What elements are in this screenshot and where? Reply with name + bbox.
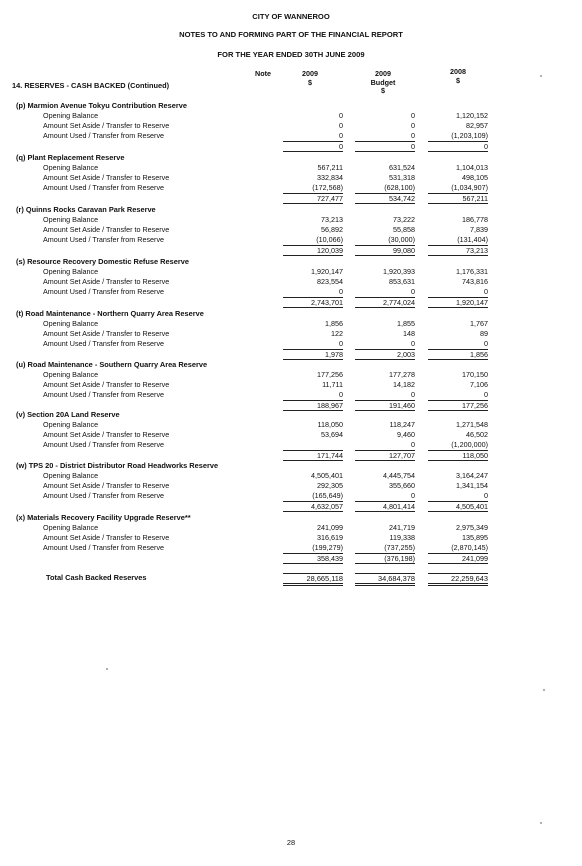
value-2009: 332,834 xyxy=(317,173,343,182)
value-budget: 4,801,414 xyxy=(355,501,415,512)
row-label: Opening Balance xyxy=(43,111,99,120)
reserve-subtotal-row xyxy=(0,297,582,307)
value-2009: 0 xyxy=(339,111,343,120)
reserve-opening-row xyxy=(0,370,582,380)
value-budget: (30,000) xyxy=(388,235,415,244)
reserve-title: (x) Materials Recovery Facility Upgrade Reserve** xyxy=(16,513,191,522)
reserve-set-aside-row xyxy=(0,533,582,543)
reserve-used-row xyxy=(0,543,582,553)
row-label: Opening Balance xyxy=(43,370,99,379)
value-budget: 0 xyxy=(411,121,415,130)
value-budget: 1,920,393 xyxy=(383,267,415,276)
value-2009: 171,744 xyxy=(283,450,343,461)
value-2009: 2,743,701 xyxy=(283,297,343,308)
reserve-title: (q) Plant Replacement Reserve xyxy=(16,153,125,162)
value-2008: (2,870,145) xyxy=(451,543,488,552)
value-budget: 0 xyxy=(411,440,415,449)
value-2008: 1,271,548 xyxy=(456,420,488,429)
reserve-set-aside-row xyxy=(0,173,582,183)
value-2009: 1,978 xyxy=(283,349,343,360)
value-2008: 0 xyxy=(484,491,488,500)
reserve-set-aside-row xyxy=(0,430,582,440)
value-2008: 82,957 xyxy=(466,121,488,130)
grand-total-2009: 28,665,118 xyxy=(283,573,343,586)
value-2008: 7,106 xyxy=(470,380,488,389)
value-2008: 7,839 xyxy=(470,225,488,234)
reserve-set-aside-row xyxy=(0,380,582,390)
reserve-opening-row xyxy=(0,267,582,277)
value-budget: 14,182 xyxy=(393,380,415,389)
value-2009: 56,892 xyxy=(321,225,343,234)
reserve-opening-row xyxy=(0,319,582,329)
reserve-set-aside-row xyxy=(0,225,582,235)
section-heading: 14. RESERVES - CASH BACKED (Continued) xyxy=(12,81,170,90)
budget-2009-unit: $ xyxy=(381,86,385,95)
reserve-subtotal-row xyxy=(0,141,582,151)
row-label: Amount Set Aside / Transfer to Reserve xyxy=(43,277,170,286)
value-2009: 188,967 xyxy=(283,400,343,411)
row-label: Amount Set Aside / Transfer to Reserve xyxy=(43,481,170,490)
value-2009: 316,619 xyxy=(317,533,343,542)
value-2008: 186,778 xyxy=(462,215,488,224)
reserve-title: (w) TPS 20 - District Distributor Road Headworks Reserve xyxy=(16,461,219,470)
value-2009: 1,856 xyxy=(325,319,343,328)
value-2008: 2,975,349 xyxy=(456,523,488,532)
reserve-subtotal-row xyxy=(0,400,582,410)
reserve-title: (v) Section 20A Land Reserve xyxy=(16,410,120,419)
value-2009: 73,213 xyxy=(321,215,343,224)
value-2009: 177,256 xyxy=(317,370,343,379)
reserve-used-row xyxy=(0,235,582,245)
value-2008: 1,341,154 xyxy=(456,481,488,490)
grand-total-label: Total Cash Backed Reserves xyxy=(46,573,147,582)
reserve-subtotal-row xyxy=(0,553,582,563)
value-2008: 0 xyxy=(428,141,488,152)
value-2008: 46,502 xyxy=(466,430,488,439)
value-budget: 534,742 xyxy=(355,193,415,204)
value-2009: 358,439 xyxy=(283,553,343,564)
value-budget: 241,719 xyxy=(389,523,415,532)
value-2008: 3,164,247 xyxy=(456,471,488,480)
reserve-used-row xyxy=(0,183,582,193)
value-budget: 0 xyxy=(411,390,415,399)
value-2008: (1,034,907) xyxy=(451,183,488,192)
row-label: Amount Used / Transfer from Reserve xyxy=(43,287,165,296)
grand-total-budget: 34,684,378 xyxy=(355,573,415,586)
reserve-opening-row xyxy=(0,523,582,533)
value-budget: 4,445,754 xyxy=(383,471,415,480)
value-2008: 4,505,401 xyxy=(428,501,488,512)
reserve-used-row xyxy=(0,390,582,400)
value-2008: 118,050 xyxy=(428,450,488,461)
value-2008: 743,816 xyxy=(462,277,488,286)
reserve-subtotal-row xyxy=(0,450,582,460)
actual-2008-year: 2008 xyxy=(450,67,466,76)
row-label: Opening Balance xyxy=(43,523,99,532)
value-budget: 0 xyxy=(411,111,415,120)
value-budget: 0 xyxy=(411,491,415,500)
row-label: Amount Used / Transfer from Reserve xyxy=(43,235,165,244)
row-label: Amount Used / Transfer from Reserve xyxy=(43,339,165,348)
value-budget: 0 xyxy=(411,131,415,140)
reserve-used-row xyxy=(0,287,582,297)
value-2008: 170,150 xyxy=(462,370,488,379)
value-2008: 1,176,331 xyxy=(456,267,488,276)
value-2009: 1,920,147 xyxy=(311,267,343,276)
value-budget: 177,278 xyxy=(389,370,415,379)
row-label: Amount Used / Transfer from Reserve xyxy=(43,543,165,552)
reserve-title: (r) Quinns Rocks Caravan Park Reserve xyxy=(16,205,156,214)
value-2008: 0 xyxy=(484,339,488,348)
value-2008: 0 xyxy=(484,390,488,399)
value-2008: (1,203,109) xyxy=(451,131,488,140)
row-label: Opening Balance xyxy=(43,420,99,429)
value-budget: 148 xyxy=(403,329,415,338)
value-budget: (376,198) xyxy=(355,553,415,564)
value-budget: 0 xyxy=(411,287,415,296)
value-budget: 853,631 xyxy=(389,277,415,286)
value-budget: 355,660 xyxy=(389,481,415,490)
value-2009: 53,694 xyxy=(321,430,343,439)
reserve-opening-row xyxy=(0,215,582,225)
reserve-set-aside-row xyxy=(0,329,582,339)
row-label: Amount Used / Transfer from Reserve xyxy=(43,390,165,399)
value-budget: 191,460 xyxy=(355,400,415,411)
reserve-opening-row xyxy=(0,420,582,430)
value-2009: 122 xyxy=(331,329,343,338)
reserve-opening-row xyxy=(0,111,582,121)
reserve-set-aside-row xyxy=(0,121,582,131)
grand-total-row xyxy=(0,573,582,584)
value-2009: 0 xyxy=(339,390,343,399)
value-budget: 1,855 xyxy=(397,319,415,328)
reserve-used-row xyxy=(0,440,582,450)
value-2009: 292,305 xyxy=(317,481,343,490)
row-label: Amount Set Aside / Transfer to Reserve xyxy=(43,430,170,439)
value-2009: (10,066) xyxy=(316,235,343,244)
value-budget: 631,524 xyxy=(389,163,415,172)
row-label: Opening Balance xyxy=(43,267,99,276)
reserve-opening-row xyxy=(0,471,582,481)
report-period: FOR THE YEAR ENDED 30TH JUNE 2009 xyxy=(217,50,365,59)
reserve-title: (p) Marmion Avenue Tokyu Contribution Reserve xyxy=(16,101,187,110)
value-2008: 73,213 xyxy=(428,245,488,256)
value-2009: (199,279) xyxy=(312,543,343,552)
value-2008: 89 xyxy=(480,329,488,338)
reserve-subtotal-row xyxy=(0,193,582,203)
value-2009: 0 xyxy=(339,287,343,296)
value-2008: 241,099 xyxy=(428,553,488,564)
value-2008: 1,856 xyxy=(428,349,488,360)
value-2009: 0 xyxy=(283,141,343,152)
value-budget: 55,858 xyxy=(393,225,415,234)
grand-total-2008: 22,259,643 xyxy=(428,573,488,586)
value-budget: (737,255) xyxy=(384,543,415,552)
value-budget: 0 xyxy=(411,339,415,348)
value-2009: 11,711 xyxy=(322,380,343,389)
value-2008: 498,105 xyxy=(462,173,488,182)
value-budget: 531,318 xyxy=(389,173,415,182)
row-label: Amount Set Aside / Transfer to Reserve xyxy=(43,533,170,542)
row-label: Amount Set Aside / Transfer to Reserve xyxy=(43,380,170,389)
value-budget: 9,460 xyxy=(397,430,415,439)
value-2009: 118,050 xyxy=(317,420,343,429)
value-2009: 4,632,057 xyxy=(283,501,343,512)
value-2009: 120,039 xyxy=(283,245,343,256)
value-2008: 567,211 xyxy=(428,193,488,204)
scan-speck xyxy=(540,822,542,824)
scan-speck xyxy=(106,668,108,670)
reserve-subtotal-row xyxy=(0,349,582,359)
reserve-title: (s) Resource Recovery Domestic Refuse Reserve xyxy=(16,257,189,266)
reserve-subtotal-row xyxy=(0,501,582,511)
note-column-header: Note xyxy=(255,69,271,78)
value-2008: 0 xyxy=(484,287,488,296)
value-2009: (172,568) xyxy=(312,183,343,192)
actual-2008-header xyxy=(438,68,478,85)
reserve-subtotal-row xyxy=(0,245,582,255)
reserve-title: (t) Road Maintenance - Northern Quarry Area Reserve xyxy=(16,309,204,318)
value-budget: 0 xyxy=(355,141,415,152)
row-label: Opening Balance xyxy=(43,471,99,480)
value-budget: 2,003 xyxy=(355,349,415,360)
row-label: Opening Balance xyxy=(43,319,99,328)
scan-speck xyxy=(540,75,542,77)
value-2009: 4,505,401 xyxy=(311,471,343,480)
reserve-opening-row xyxy=(0,163,582,173)
row-label: Amount Set Aside / Transfer to Reserve xyxy=(43,173,170,182)
value-2008: (1,200,000) xyxy=(451,440,488,449)
value-budget: 2,774,024 xyxy=(355,297,415,308)
value-2009: 567,211 xyxy=(317,163,343,172)
value-2009: 823,554 xyxy=(317,277,343,286)
value-budget: (628,100) xyxy=(384,183,415,192)
reserve-used-row xyxy=(0,131,582,141)
value-budget: 119,338 xyxy=(389,533,415,542)
budget-2009-header xyxy=(358,70,408,96)
value-2009: 0 xyxy=(339,131,343,140)
report-title: NOTES TO AND FORMING PART OF THE FINANCIAL REPORT xyxy=(179,30,403,39)
actual-2008-unit: $ xyxy=(456,75,460,85)
row-label: Amount Set Aside / Transfer to Reserve xyxy=(43,329,170,338)
org-name: CITY OF WANNEROO xyxy=(252,12,330,21)
reserve-used-row xyxy=(0,339,582,349)
value-2009: (165,649) xyxy=(312,491,343,500)
budget-2009-sub: Budget xyxy=(370,77,396,87)
row-label: Amount Used / Transfer from Reserve xyxy=(43,131,165,140)
reserve-set-aside-row xyxy=(0,481,582,491)
row-label: Amount Used / Transfer from Reserve xyxy=(43,183,165,192)
actual-2009-unit: $ xyxy=(308,77,312,87)
value-2009: 241,099 xyxy=(317,523,343,532)
row-label: Amount Used / Transfer from Reserve xyxy=(43,491,165,500)
value-2009: 0 xyxy=(339,339,343,348)
value-budget: 73,222 xyxy=(393,215,415,224)
value-2008: (131,404) xyxy=(457,235,488,244)
value-2008: 135,895 xyxy=(462,533,488,542)
budget-2009-year: 2009 xyxy=(375,69,391,78)
row-label: Amount Used / Transfer from Reserve xyxy=(43,440,165,449)
value-2008: 1,104,013 xyxy=(456,163,488,172)
value-budget: 127,707 xyxy=(355,450,415,461)
value-2008: 1,920,147 xyxy=(428,297,488,308)
row-label: Amount Set Aside / Transfer to Reserve xyxy=(43,121,170,130)
value-budget: 118,247 xyxy=(389,420,415,429)
row-label: Opening Balance xyxy=(43,215,99,224)
row-label: Amount Set Aside / Transfer to Reserve xyxy=(43,225,170,234)
actual-2009-year: 2009 xyxy=(302,69,318,78)
value-2008: 1,767 xyxy=(470,319,488,328)
scan-speck xyxy=(543,689,545,691)
value-2009: 727,477 xyxy=(283,193,343,204)
page-number: 28 xyxy=(286,838,296,847)
value-2008: 1,120,152 xyxy=(456,111,488,120)
row-label: Opening Balance xyxy=(43,163,99,172)
reserve-used-row xyxy=(0,491,582,501)
reserve-set-aside-row xyxy=(0,277,582,287)
value-2008: 177,256 xyxy=(428,400,488,411)
actual-2009-header xyxy=(290,70,330,87)
value-budget: 99,080 xyxy=(355,245,415,256)
value-2009: 0 xyxy=(339,121,343,130)
reserve-title: (u) Road Maintenance - Southern Quarry Area Reserve xyxy=(16,360,208,369)
